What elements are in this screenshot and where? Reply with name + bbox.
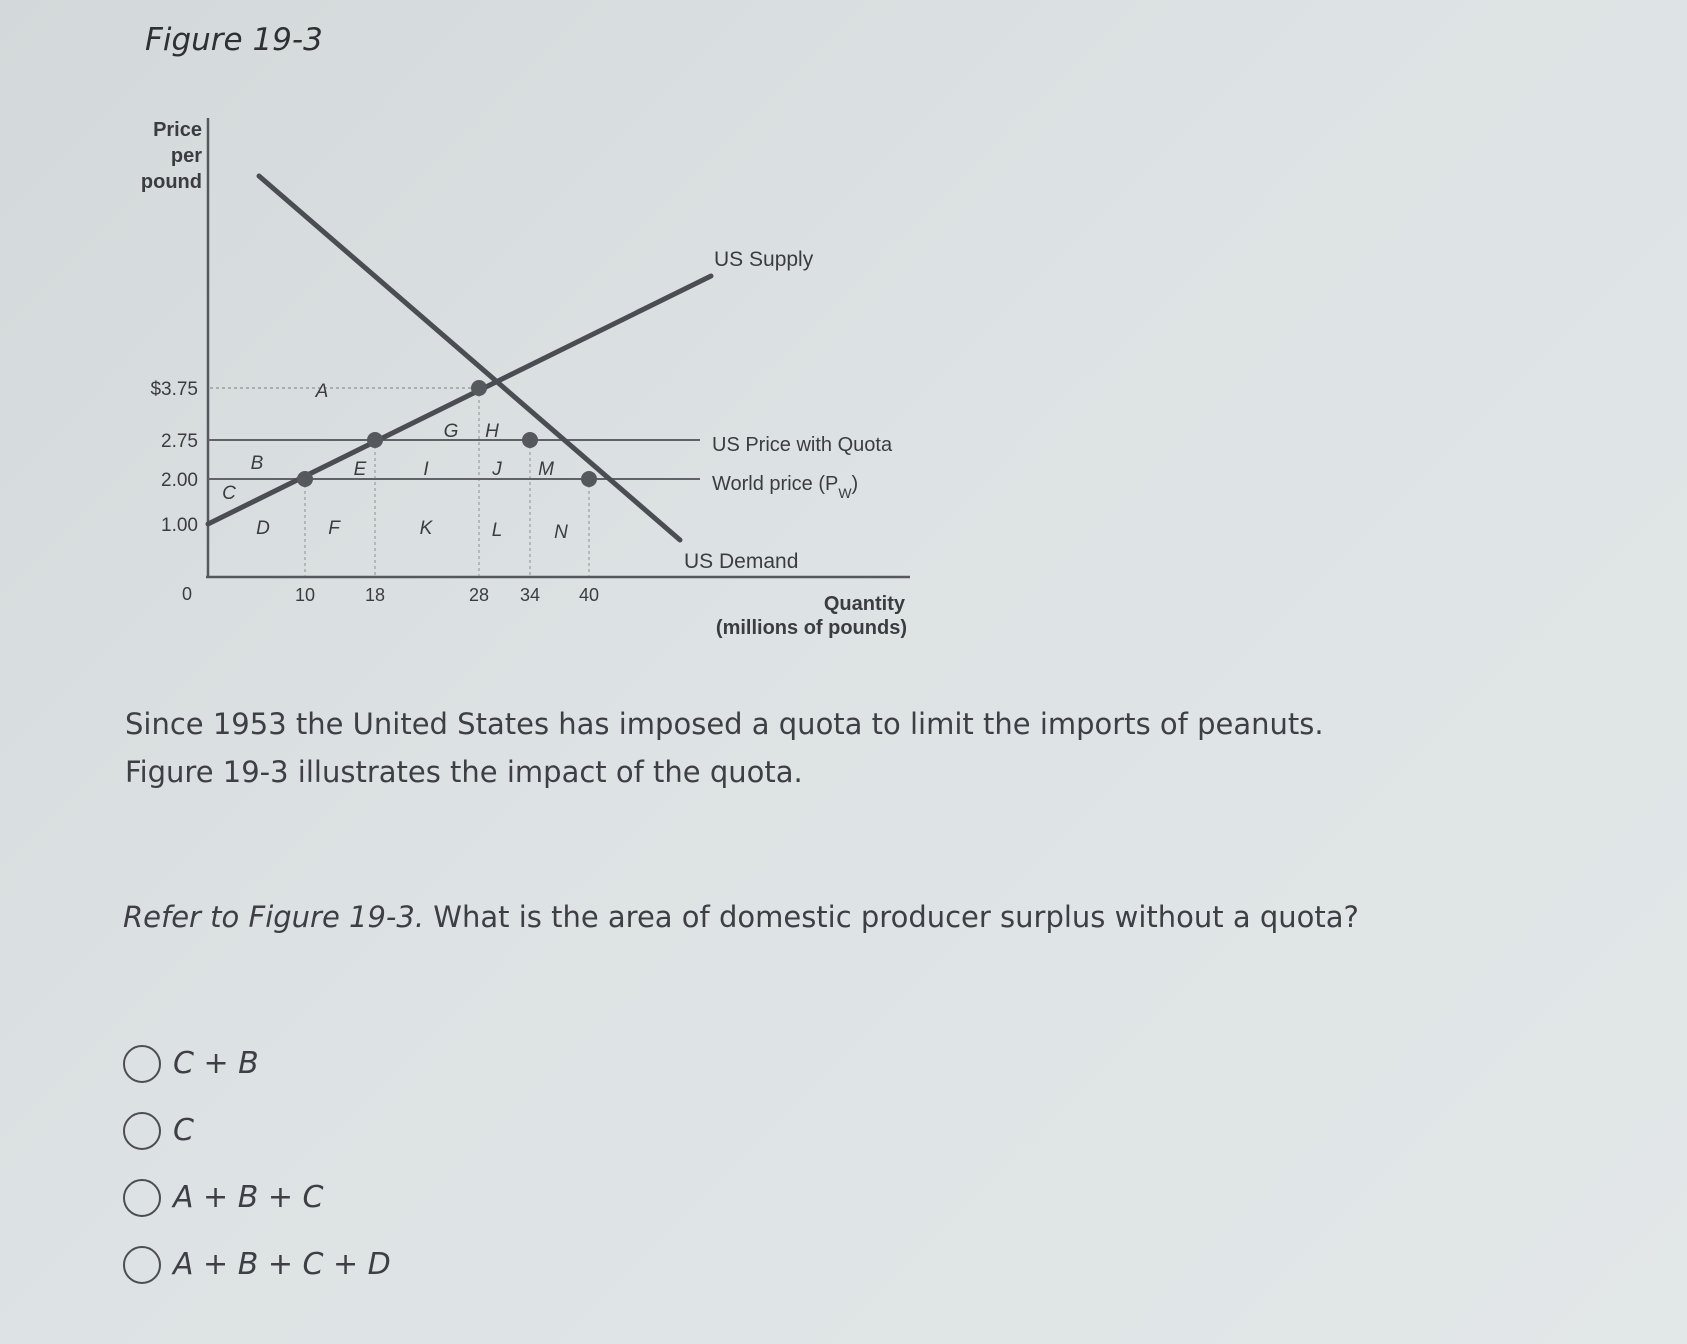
area-label-b: B	[250, 453, 264, 474]
us-demand-curve	[259, 176, 680, 540]
intersection-point	[367, 432, 383, 448]
area-label-d: D	[256, 518, 270, 539]
option-1[interactable]	[123, 1030, 391, 1097]
area-label-k: K	[419, 518, 433, 539]
question-body: What is the area of domestic producer surplus without a quota?	[424, 900, 1359, 934]
us-supply-curve	[208, 276, 711, 524]
context-paragraph: Since 1953 the United States has imposed a quota to limit the imports of peanuts. Figure 19-3 illustrates the impact of the quota.	[125, 707, 1324, 789]
x-tick-label: 10	[294, 585, 316, 605]
y-tick-label: 2.75	[161, 431, 198, 452]
x-tick-label: 18	[364, 585, 386, 605]
question-text	[123, 893, 1373, 941]
option-label: C + B	[173, 1046, 259, 1081]
x-axis-label: Quantity	[823, 593, 905, 615]
option-label: A + B + C	[173, 1180, 324, 1215]
area-label-n: N	[554, 522, 568, 543]
world-price-label: World price $(P_W)$	[712, 473, 859, 501]
us-demand-label: US Demand	[684, 550, 799, 573]
intersection-point	[297, 471, 313, 487]
option-label: C	[173, 1113, 194, 1148]
radio-button[interactable]	[123, 1112, 161, 1150]
intersection-point	[522, 432, 538, 448]
radio-button[interactable]	[123, 1045, 161, 1083]
figure-title: Figure 19-3	[145, 22, 323, 58]
intersection-point	[581, 471, 597, 487]
area-label-j: J	[492, 459, 502, 480]
option-3[interactable]	[123, 1164, 391, 1231]
intersection-point	[471, 380, 487, 396]
answer-options	[123, 1030, 391, 1298]
area-label-e: E	[353, 459, 367, 480]
y-tick-label: $3.75	[150, 379, 198, 400]
radio-button[interactable]	[123, 1179, 161, 1217]
area-label-m: M	[538, 459, 554, 480]
question-lead: Refer to Figure 19-3.	[123, 900, 425, 934]
x-axis-unit-label: (millions of pounds)	[715, 617, 907, 639]
area-label-i: I	[423, 459, 429, 480]
area-label-a: A	[315, 381, 329, 402]
us-supply-label: US Supply	[714, 248, 814, 271]
x-tick-label: 34	[519, 585, 541, 605]
option-2[interactable]	[123, 1097, 391, 1164]
option-label: A + B + C + D	[173, 1247, 391, 1282]
y-tick-label: 1.00	[161, 515, 198, 536]
x-tick-label: 28	[468, 585, 490, 605]
origin-label: 0	[181, 584, 193, 604]
area-label-g: G	[443, 421, 459, 442]
area-label-f: F	[328, 518, 340, 539]
y-axis-label: Price per pound	[140, 119, 202, 193]
area-label-l: L	[491, 520, 503, 541]
option-4[interactable]	[123, 1231, 391, 1298]
quota-price-label: US Price with Quota	[712, 434, 893, 456]
x-tick-label: 40	[578, 585, 600, 605]
area-label-h: H	[485, 421, 499, 442]
radio-button[interactable]	[123, 1246, 161, 1284]
y-tick-label: 2.00	[161, 470, 198, 491]
area-label-c: C	[222, 483, 236, 504]
